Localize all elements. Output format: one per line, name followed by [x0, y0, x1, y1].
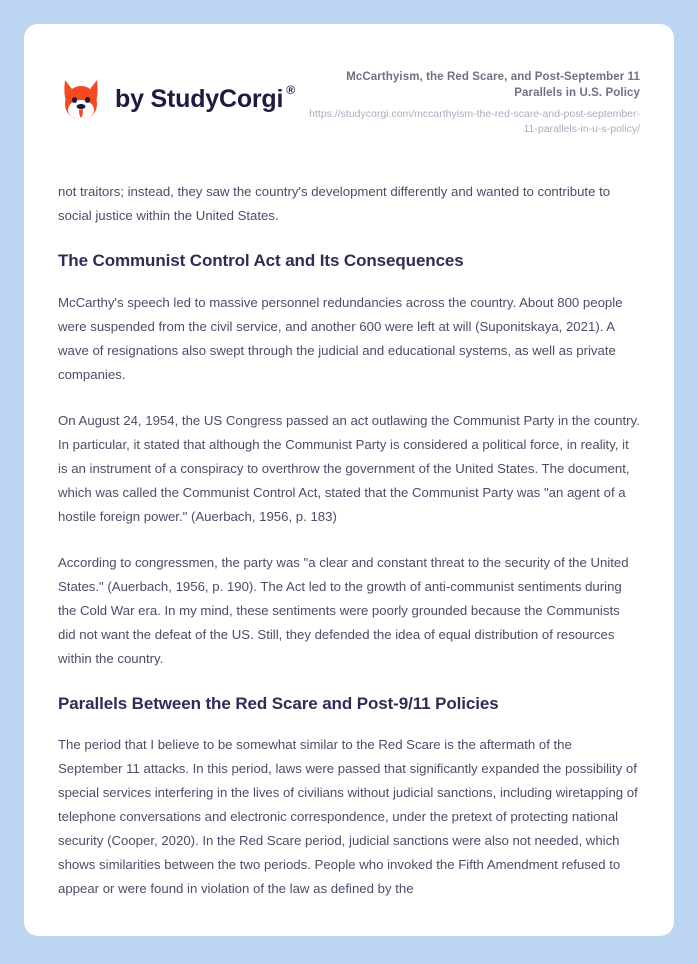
paragraph-block: [58, 409, 640, 529]
brand-logo-group[interactable]: [58, 68, 295, 122]
header-meta: [300, 68, 640, 136]
body-paragraph: According to congressmen, the party was "a clear and constant threat to the security of the United States." (Auerbach, 1956, p. 190). The Act led to the growth of anti-communist sentiments during the Cold War era. In my mind, these sentiments were poorly grounded because the Communists did not want the defeat of the US. Still, they defended the idea of equal distribution of resources within the country.: [58, 554, 629, 666]
section-heading: Parallels Between the Red Scare and Post-9/11 Policies: [58, 693, 499, 713]
source-url[interactable]: https://studycorgi.com/mccarthyism-the-red-scare-and-post-september-11-parallels-in-u-s-policy/: [309, 108, 640, 135]
corgi-face-icon: [58, 76, 104, 122]
document-body: [24, 180, 674, 900]
brand-wordmark: [115, 82, 295, 113]
paragraph-block: [58, 733, 640, 901]
body-paragraph: not traitors; instead, they saw the country's development differently and wanted to contribute to social justice within the United States.: [58, 184, 611, 224]
brand-wordmark-text: by StudyCorgi: [115, 84, 284, 113]
section-heading: The Communist Control Act and Its Consequences: [58, 251, 464, 271]
paragraph-block: [58, 180, 640, 228]
paragraph-block: [58, 551, 640, 671]
section-heading-block: [58, 693, 640, 715]
body-paragraph: The period that I believe to be somewhat similar to the Red Scare is the aftermath of the September 11 attacks. In this period, laws were passed that significantly expanded the possibility of special services interfering in the lives of civilians without judicial sanctions, including wiretapping of telephone conversations and electronic correspondence, under the pretext of protecting national security (Cooper, 2020). In the Red Scare period, judicial sanctions were also not needed, which shows similarities between the two periods. People who invoked the Fifth Amendment refused to appear or were found in violation of the law as defined by the: [58, 736, 638, 896]
document-page-card: [24, 24, 674, 936]
page-title: McCarthyism, the Red Scare, and Post-September 11 Parallels in U.S. Policy: [346, 71, 640, 99]
section-heading-block: [58, 250, 640, 272]
paragraph-block: [58, 291, 640, 387]
body-paragraph: McCarthy's speech led to massive personnel redundancies across the country. About 800 people were suspended from the civil service, and another 600 were left at will (Suponitskaya, 2021). A wave of resignations also swept through the judicial and educational systems, as well as private companies.: [58, 294, 623, 382]
body-paragraph: On August 24, 1954, the US Congress passed an act outlawing the Communist Party in the country. In particular, it stated that although the Communist Party is considered a political force, in reality, it is an instrument of a conspiracy to overthrow the government of the United States. The document, which was called the Communist Control Act, stated that the Communist Party was "an agent of a hostile foreign power." (Auerbach, 1956, p. 183): [58, 412, 640, 524]
document-header: [24, 24, 674, 136]
registered-trademark-icon: ®: [286, 82, 295, 97]
